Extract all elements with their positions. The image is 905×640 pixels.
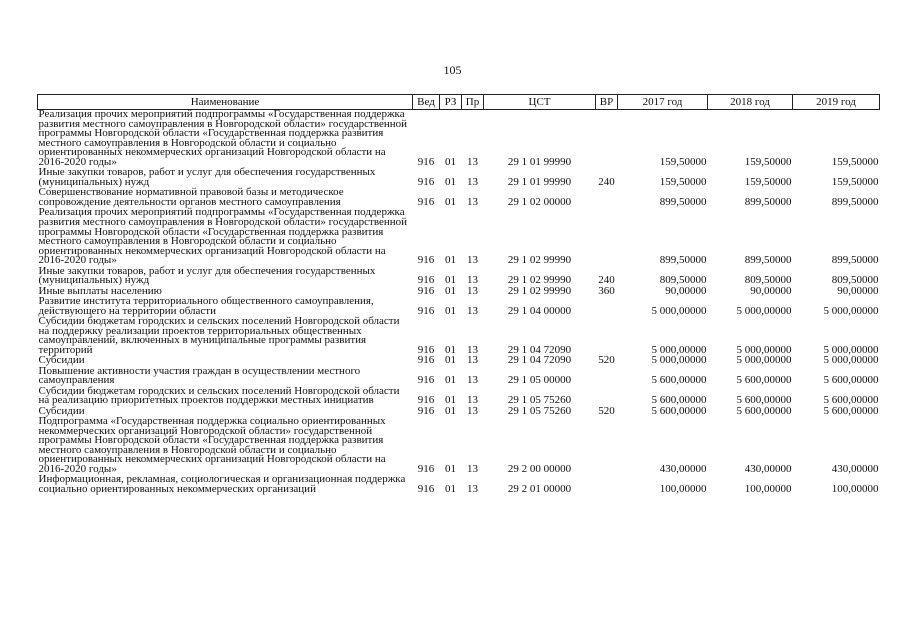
cell-2018: 5 000,00000	[736, 343, 792, 356]
cell-pr: 13	[467, 374, 478, 387]
cell-2019: 430,00000	[831, 462, 879, 475]
header-2019: 2019 год	[793, 95, 880, 110]
cell-pr: 13	[467, 304, 478, 317]
cell-ved: 916	[417, 354, 435, 367]
cell-2019: 100,00000	[831, 482, 879, 495]
cell-ved: 916	[417, 462, 435, 475]
table-row	[38, 267, 880, 287]
cell-pr: 13	[467, 343, 478, 356]
cell-pr: 13	[467, 254, 478, 267]
cell-pr: 13	[467, 462, 478, 475]
cell-ved: 916	[417, 195, 435, 208]
cell-2018: 5 600,00000	[736, 374, 792, 387]
header-rz: РЗ	[440, 95, 462, 110]
cell-2017: 90,00000	[665, 284, 707, 297]
cell-rz: 01	[445, 304, 456, 317]
cell-2017: 899,50000	[659, 254, 707, 267]
cell-name: Информационная, рекламная, социологическая и организационная поддержка социально ориентированных некоммерческих организаций	[38, 473, 406, 495]
cell-pr: 13	[467, 394, 478, 407]
cell-2017: 899,50000	[659, 195, 707, 208]
cell-vr	[596, 297, 618, 317]
cell-pr: 13	[467, 195, 478, 208]
header-2017: 2017 год	[618, 95, 708, 110]
cell-vr	[596, 317, 618, 356]
cell-vr	[596, 367, 618, 387]
cell-cst: 29 1 02 99990	[507, 274, 572, 287]
cell-2018: 5 000,00000	[736, 354, 792, 367]
table-row	[38, 168, 880, 188]
cell-2019: 159,50000	[831, 175, 879, 188]
cell-rz: 01	[445, 195, 456, 208]
cell-2019: 5 000,00000	[823, 304, 879, 317]
cell-2017: 809,50000	[659, 274, 707, 287]
table-row	[38, 297, 880, 317]
cell-pr: 13	[467, 354, 478, 367]
cell-2019: 809,50000	[831, 274, 879, 287]
cell-vr: 520	[598, 404, 615, 417]
cell-vr: 240	[598, 175, 615, 188]
page-number: 105	[443, 63, 462, 77]
table-row	[38, 208, 880, 266]
cell-name: Иные закупки товаров, работ и услуг для обеспечения государственных (муниципальных) нужд	[38, 264, 376, 287]
cell-vr	[596, 208, 618, 266]
cell-rz: 01	[445, 284, 456, 297]
cell-rz: 01	[445, 374, 456, 387]
header-cst: ЦСТ	[484, 95, 596, 110]
cell-rz: 01	[445, 254, 456, 267]
cell-cst: 29 1 02 99990	[507, 254, 572, 267]
cell-ved: 916	[417, 274, 435, 287]
cell-rz: 01	[445, 482, 456, 495]
cell-ved: 916	[417, 374, 435, 387]
table-row	[38, 188, 880, 208]
cell-ved: 916	[417, 304, 435, 317]
cell-2019: 5 600,00000	[823, 404, 879, 417]
cell-ved: 916	[417, 254, 435, 267]
table-row	[38, 475, 880, 495]
cell-rz: 01	[445, 404, 456, 417]
cell-2018: 100,00000	[744, 482, 792, 495]
header-ved: Вед	[413, 95, 440, 110]
cell-vr	[596, 387, 618, 407]
header-2018: 2018 год	[708, 95, 793, 110]
cell-2018: 5 600,00000	[736, 394, 792, 407]
header-vr: ВР	[596, 95, 618, 110]
cell-2019: 5 600,00000	[823, 394, 879, 407]
cell-name: Иные закупки товаров, работ и услуг для обеспечения государственных (муниципальных) нужд	[38, 166, 376, 188]
cell-ved: 916	[417, 155, 435, 168]
cell-2019: 899,50000	[831, 195, 879, 208]
cell-rz: 01	[445, 175, 456, 188]
cell-2017: 159,50000	[659, 175, 707, 188]
header-pr: Пр	[462, 95, 484, 110]
cell-name: Подпрограмма «Государственная поддержка социально ориентированных некоммерческих организаций Новгородской области» государственной программы Новгородской области «Государственная поддержка развития местного самоуправления в Новгородской области и социально ориентированных некоммерческих организаций Новгородской области на 2016-2020 годы»	[38, 414, 386, 475]
cell-2017: 159,50000	[659, 155, 707, 168]
cell-2019: 5 600,00000	[823, 374, 879, 387]
cell-cst: 29 1 01 99990	[507, 175, 572, 188]
cell-2019: 5 000,00000	[823, 354, 879, 367]
cell-cst: 29 1 02 00000	[507, 195, 572, 208]
table-row	[38, 387, 880, 407]
cell-cst: 29 1 02 99990	[507, 284, 572, 297]
cell-2018: 90,00000	[750, 284, 792, 297]
cell-rz: 01	[445, 274, 456, 287]
cell-pr: 13	[467, 175, 478, 188]
cell-ved: 916	[417, 394, 435, 407]
cell-cst: 29 1 05 00000	[507, 374, 572, 387]
header-name: Наименование	[38, 95, 413, 110]
cell-2017: 5 600,00000	[651, 404, 707, 417]
cell-2018: 5 000,00000	[736, 304, 792, 317]
cell-name: Совершенствование нормативной правовой базы и методическое сопровождение деятельности органов местного самоуправления	[38, 186, 344, 208]
cell-name: Субсидии	[38, 354, 85, 367]
cell-name: Иные выплаты населению	[38, 284, 162, 297]
cell-rz: 01	[445, 354, 456, 367]
cell-ved: 916	[417, 482, 435, 495]
cell-name: Реализация прочих мероприятий подпрограммы «Государственная поддержка развития местного самоуправления в Новгородской области» государственной программы Новгородской области «Государственная поддержка развития местного самоуправления в Новгородской области и социально ориентированных некоммерческих организаций Новгородской области на 2016-2020 годы»	[38, 206, 408, 267]
cell-cst: 29 1 01 99990	[507, 155, 572, 168]
budget-table	[37, 94, 880, 495]
cell-2017: 100,00000	[659, 482, 707, 495]
cell-2018: 809,50000	[744, 274, 792, 287]
cell-vr	[596, 188, 618, 208]
cell-cst: 29 2 00 00000	[507, 462, 572, 475]
table-body	[38, 110, 880, 496]
cell-vr: 520	[598, 354, 615, 367]
cell-2018: 899,50000	[744, 195, 792, 208]
cell-vr	[596, 417, 618, 475]
cell-2017: 5 000,00000	[651, 343, 707, 356]
cell-pr: 13	[467, 404, 478, 417]
cell-rz: 01	[445, 394, 456, 407]
cell-vr: 360	[598, 284, 615, 297]
cell-rz: 01	[445, 462, 456, 475]
table-row	[38, 317, 880, 356]
cell-name: Субсидии	[38, 404, 85, 417]
cell-2019: 5 000,00000	[823, 343, 879, 356]
cell-ved: 916	[417, 343, 435, 356]
table-row	[38, 417, 880, 475]
cell-name: Субсидии бюджетам городских и сельских поселений Новгородской области на поддержку реализации проектов территориальных общественных самоуправлений, включенных в муниципальные программы развития территорий	[38, 315, 400, 356]
cell-name: Повышение активности участия граждан в осуществлении местного самоуправления	[38, 364, 361, 387]
cell-2018: 159,50000	[744, 155, 792, 168]
cell-2018: 5 600,00000	[736, 404, 792, 417]
cell-name: Развитие института территориального общественного самоуправления, действующего на территории области	[38, 295, 374, 317]
cell-pr: 13	[467, 482, 478, 495]
cell-cst: 29 1 04 72090	[507, 343, 572, 356]
cell-name: Реализация прочих мероприятий подпрограммы «Государственная поддержка развития местного самоуправления в Новгородской области» государственной программы Новгородской области «Государственная поддержка развития местного самоуправления в Новгородской области и социально ориентированных некоммерческих организаций Новгородской области на 2016-2020 годы»	[38, 108, 408, 168]
cell-2019: 159,50000	[831, 155, 879, 168]
cell-rz: 01	[445, 155, 456, 168]
cell-pr: 13	[467, 274, 478, 287]
cell-cst: 29 1 04 00000	[507, 304, 572, 317]
cell-2018: 159,50000	[744, 175, 792, 188]
cell-pr: 13	[467, 284, 478, 297]
cell-2017: 5 600,00000	[651, 374, 707, 387]
cell-2018: 899,50000	[744, 254, 792, 267]
cell-2017: 5 600,00000	[651, 394, 707, 407]
cell-vr: 240	[598, 274, 615, 287]
cell-cst: 29 2 01 00000	[507, 482, 572, 495]
table-row	[38, 110, 880, 169]
cell-ved: 916	[417, 284, 435, 297]
cell-2017: 5 000,00000	[651, 304, 707, 317]
cell-vr	[596, 475, 618, 495]
cell-cst: 29 1 05 75260	[507, 404, 572, 417]
cell-pr: 13	[467, 155, 478, 168]
cell-ved: 916	[417, 175, 435, 188]
cell-vr	[596, 110, 618, 169]
cell-2017: 430,00000	[659, 462, 707, 475]
cell-2018: 430,00000	[744, 462, 792, 475]
cell-cst: 29 1 05 75260	[507, 394, 572, 407]
cell-2017: 5 000,00000	[651, 354, 707, 367]
cell-2019: 899,50000	[831, 254, 879, 267]
cell-cst: 29 1 04 72090	[507, 354, 572, 367]
cell-name: Субсидии бюджетам городских и сельских поселений Новгородской области на реализацию приоритетных проектов поддержки местных инициатив	[38, 384, 400, 407]
cell-rz: 01	[445, 343, 456, 356]
cell-2019: 90,00000	[837, 284, 879, 297]
cell-ved: 916	[417, 404, 435, 417]
table-row	[38, 367, 880, 387]
